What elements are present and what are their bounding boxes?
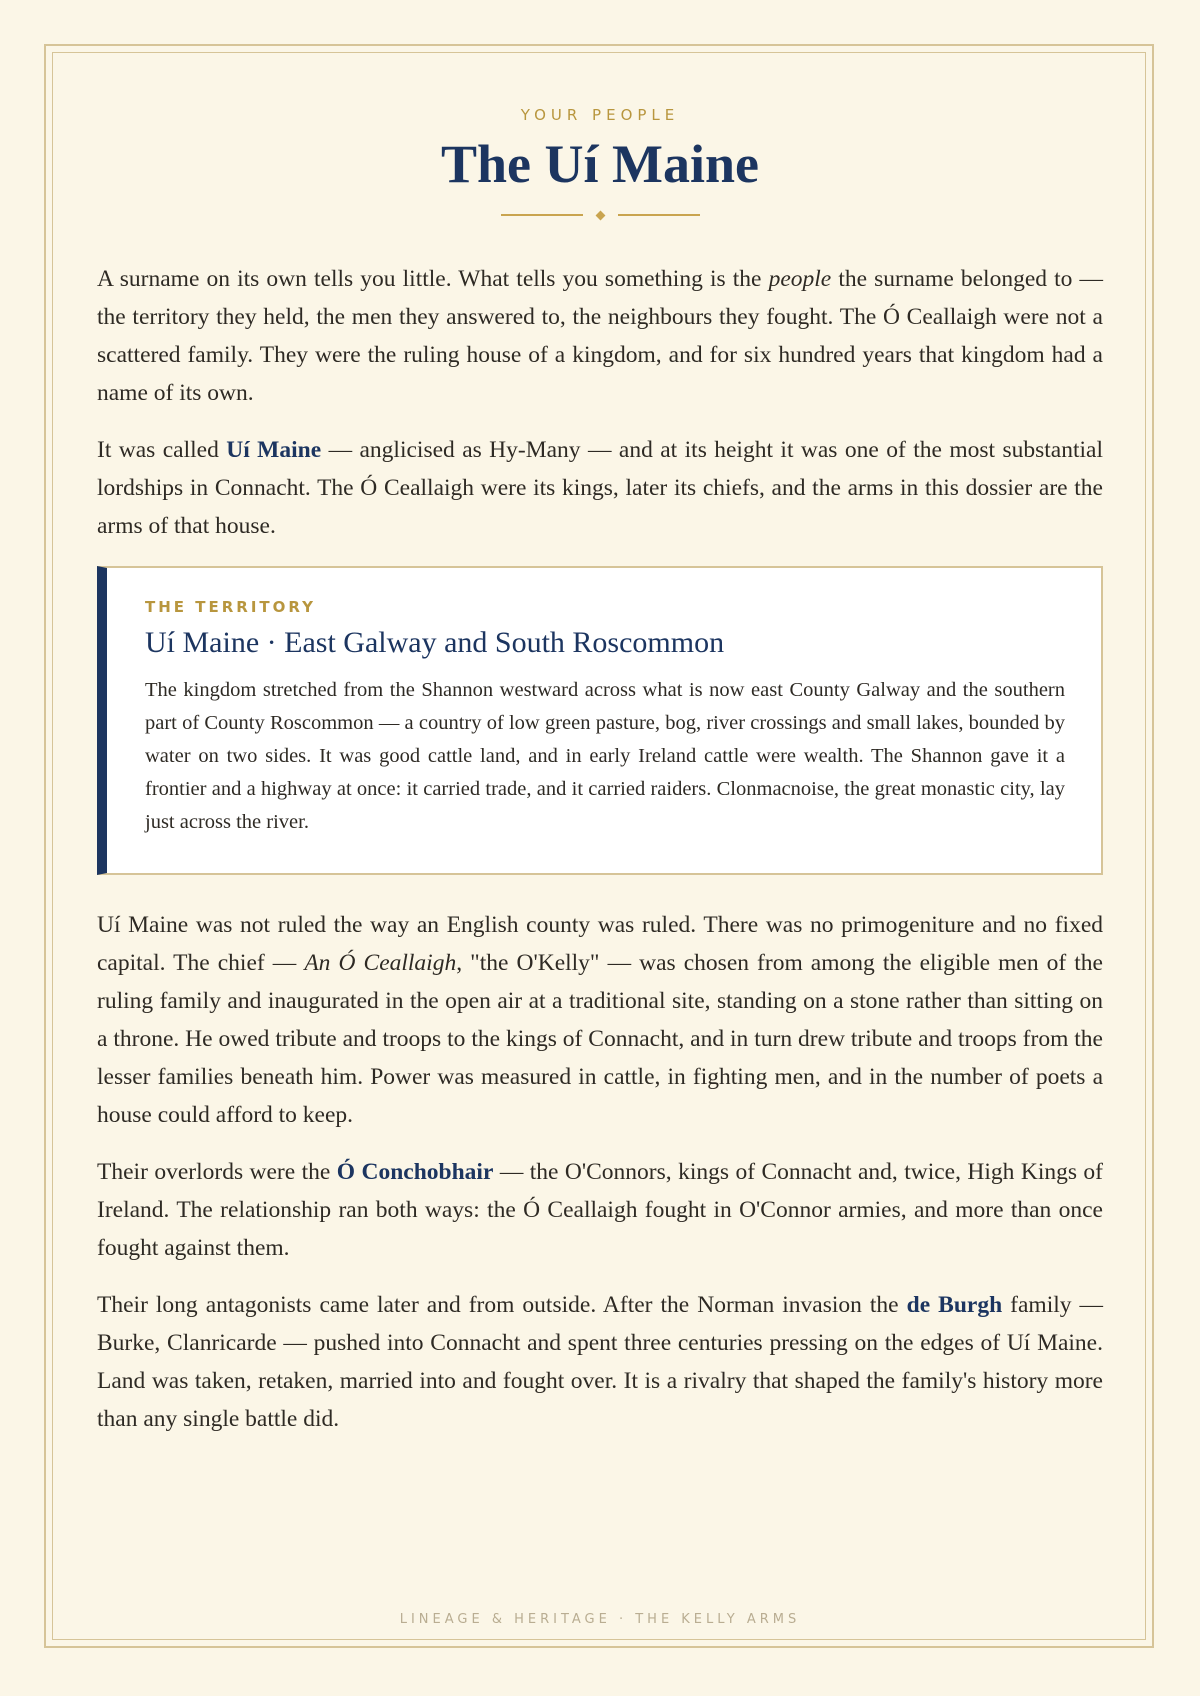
paragraph-name [97, 431, 1103, 545]
section-eyebrow: YOUR PEOPLE [520, 106, 680, 124]
paragraph-overlords [97, 1153, 1103, 1267]
paragraph-text: A surname on its own tells you little. What tells you something is the [97, 266, 769, 292]
page-footer: LINEAGE & HERITAGE · THE KELLY ARMS [399, 1612, 801, 1627]
paragraph-text: Their overlords were the [97, 1159, 337, 1185]
highlight-term: de Burgh [906, 1292, 1003, 1318]
paragraph-text: — anglicised as Hy-Many — and at its height it was one of the most substantial lordships in Connacht. The Ó Ceallaigh were its kings, later its chiefs, and the arms in this dossier are the arms of that house. [97, 437, 1103, 539]
title-ornament [97, 208, 1103, 222]
highlight-term: Ó Conchobhair [336, 1159, 494, 1185]
paragraph-text: — the O'Connors, kings of Connacht and, twice, High Kings of Ireland. The relationship ran both ways: the Ó Ceallaigh fought in O'Connor armies, and more than once fought against them. [97, 1159, 1104, 1261]
paragraph-rule [97, 906, 1103, 1134]
paragraph-text: Uí Maine was not ruled the way an English county was ruled. There was no primogeniture and no fixed capital. The chief — [97, 912, 1103, 976]
callout-text: The kingdom stretched from the Shannon westward across what is now east County Galway and the southern part of County Roscommon — a country of low green pasture, bog, river crossings and small lakes, bounded by water on two sides. It was good cattle land, and in early Ireland cattle were wealth. The Shannon gave it a frontier and a highway at once: it carried trade, and it carried raiders. Clonmacnoise, the great monastic city, lay just across the river. [145, 679, 1065, 833]
emphasis-text: An Ó Ceallaigh [304, 950, 457, 976]
paragraph-antagonists [97, 1286, 1103, 1438]
paragraph-text: Their long antagonists came later and from outside. After the Norman invasion the [97, 1292, 907, 1318]
paragraph-text: family — Burke, Clanricarde — pushed into Connacht and spent three centuries pressing on the edges of Uí Maine. Land was taken, retaken, married into and fought over. It is a rivalry that shaped the family's history more than any single battle did. [97, 1292, 1104, 1432]
page-title: The Uí Maine [441, 134, 759, 194]
callout-label: THE TERRITORY [145, 598, 316, 616]
paragraph-intro [97, 260, 1103, 412]
ornament-line-left [501, 214, 583, 216]
spacer [97, 222, 1103, 260]
highlight-term: Uí Maine [226, 437, 322, 463]
territory-callout [97, 566, 1103, 875]
paragraph-text: , "the O'Kelly" — was chosen from among the eligible men of the ruling family and inaugurated in the open air at a traditional site, standing on a stone rather than sitting on a throne. He owed tribute and troops to the kings of Connacht, and in turn drew tribute and troops from the lesser families beneath him. Power was measured in cattle, in fighting men, and in the number of poets a house could afford to keep. [97, 950, 1103, 1128]
paragraph-text: It was called [97, 437, 227, 463]
paragraph-text: the surname belonged to — the territory they held, the men they answered to, the neighbours they fought. The Ó Ceallaigh were not a scattered family. They were the ruling house of a kingdom, and for six hundred years that kingdom had a name of its own. [97, 266, 1103, 406]
emphasis-text: people [768, 266, 832, 292]
page-content [97, 100, 1103, 1457]
callout-title: Uí Maine · East Galway and South Roscommon [145, 626, 725, 659]
diamond-icon [595, 210, 605, 220]
ornament-line-right [618, 214, 700, 216]
